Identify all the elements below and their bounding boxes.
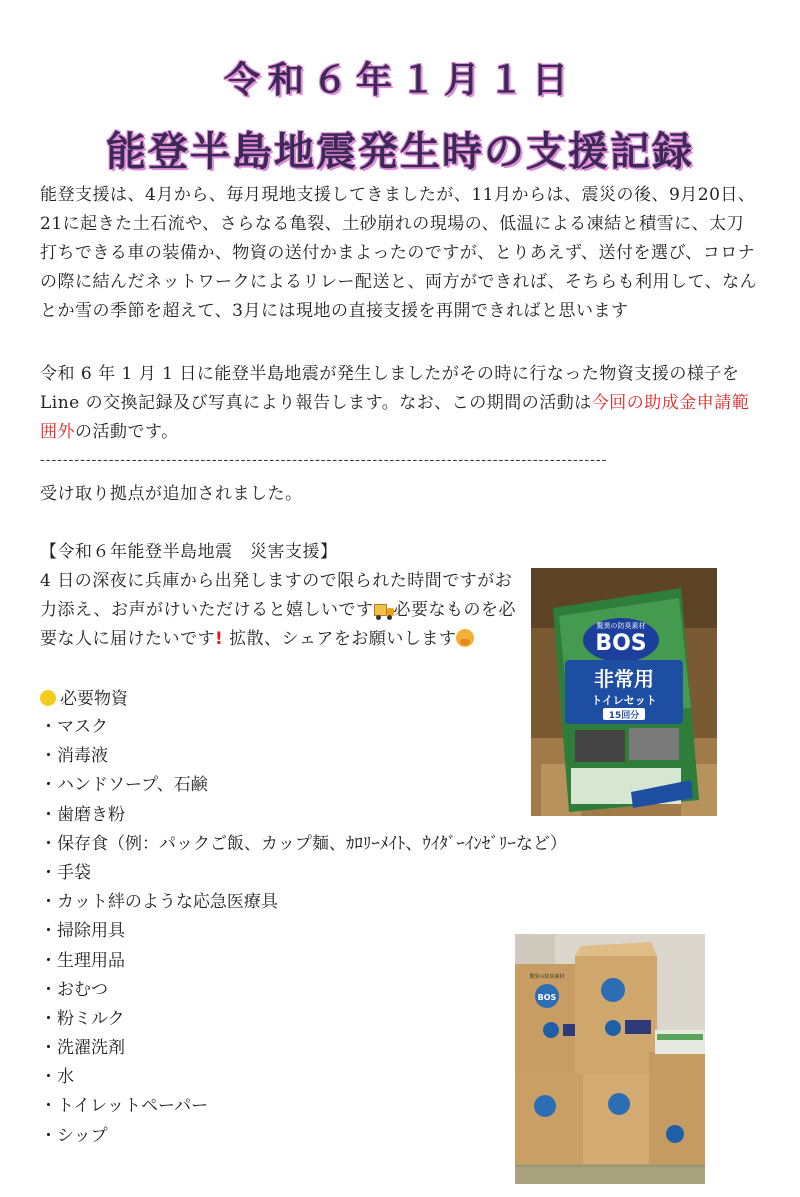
out-of-scope-highlight: 今回の助成金申請範囲外: [40, 393, 750, 442]
intro-paragraph: 能登支援は、4月から、毎月現地支援してきましたが、11月からは、震災の後、9月20日、21に起きた土石流や、さらなる亀裂、土砂崩れの現場の、低温による凍結と積雪に、太刀打ちできる車の装備か、物資の送付かまよったのですが、とりあえず、送付を選び、コロナの際に結んだネットワークによるリレー配送と、両方ができれば、そちらも利用して、なんとか雪の季節を超えて、3月には現地の直接支援を再開できればと思います: [40, 185, 758, 321]
photo1-product-sub: トイレセット: [591, 694, 657, 707]
photo1-brand: BOS: [595, 631, 647, 656]
list-item: ・ハンドソープ、石鹸: [40, 775, 208, 796]
yellow-circle-icon: [40, 690, 56, 706]
supplies-list: [40, 713, 567, 1151]
toilet-set-illustration: [531, 568, 717, 816]
list-item: ・カット絆のような応急医療具: [40, 892, 278, 913]
message-part2: 必要なものを必要な人に届けたいです: [40, 600, 517, 649]
list-item: ・洗濯洗剤: [40, 1038, 125, 1059]
list-item: ・トイレットペーパー: [40, 1096, 209, 1117]
support-heading: 【令和６年能登半島地震 災害支援】: [40, 542, 338, 562]
list-item: ・生理用品: [40, 950, 125, 971]
list-item: ・手袋: [40, 862, 91, 883]
photo1-product: 非常用: [594, 667, 654, 691]
page-title: 能登半島地震発生時の支援記録: [106, 129, 694, 175]
list-item: ・おむつ: [40, 979, 108, 1000]
photo1-tagline: 驚異の防臭素材: [596, 622, 646, 630]
boxes-illustration: [515, 934, 705, 1184]
boxes-photo: [515, 934, 705, 1184]
list-item: ・掃除用具: [40, 921, 125, 942]
red-exclamation-icon: !: [215, 629, 224, 649]
photo2-box-text: 驚異の防臭素材: [529, 974, 565, 980]
delivery-truck-icon: [374, 604, 394, 618]
report-text: 令和 6 年 1 月 1 日に能登半島地震が発生しましたがその時に行なった物資支援の様子を Line の交換記録及び写真により報告します。なお、この期間の活動は: [40, 364, 740, 413]
support-message: [40, 567, 520, 654]
dashed-separator: ---------------------------------------------------------------------------------------------------: [40, 452, 608, 468]
needed-heading-text: 必要物資: [60, 689, 128, 709]
title-date: 令和６年１月１日: [223, 60, 576, 101]
toilet-set-photo: [531, 568, 717, 816]
added-notice: 受け取り拠点が追加されました。: [40, 484, 303, 504]
needed-supplies-heading: [40, 685, 128, 714]
bowing-person-icon: [456, 629, 474, 647]
list-item: ・シップ: [40, 1125, 108, 1146]
message-part1: 4 日の深夜に兵庫から出発しますので限られた時間ですがお力添え、お声がけいただけると嬉しいです: [40, 571, 513, 620]
list-item: ・粉ミルク: [40, 1008, 125, 1029]
list-item: ・保存食（例：パックご飯、カップ麺、ｶﾛﾘｰﾒｲﾄ、ｳｲﾀﾞｰｲﾝｾﾞﾘｰなど）: [40, 833, 567, 854]
message-part3: 拡散、シェアをお願いします: [229, 629, 457, 649]
list-item: ・歯磨き粉: [40, 804, 125, 825]
list-item: ・マスク: [40, 717, 108, 737]
list-item: ・消毒液: [40, 746, 108, 767]
list-item: ・水: [40, 1067, 74, 1088]
photo1-count: 15回分: [608, 711, 640, 721]
report-text-end: の活動です。: [75, 422, 179, 442]
report-paragraph: [40, 360, 760, 447]
photo2-brand: BOS: [537, 993, 557, 1002]
